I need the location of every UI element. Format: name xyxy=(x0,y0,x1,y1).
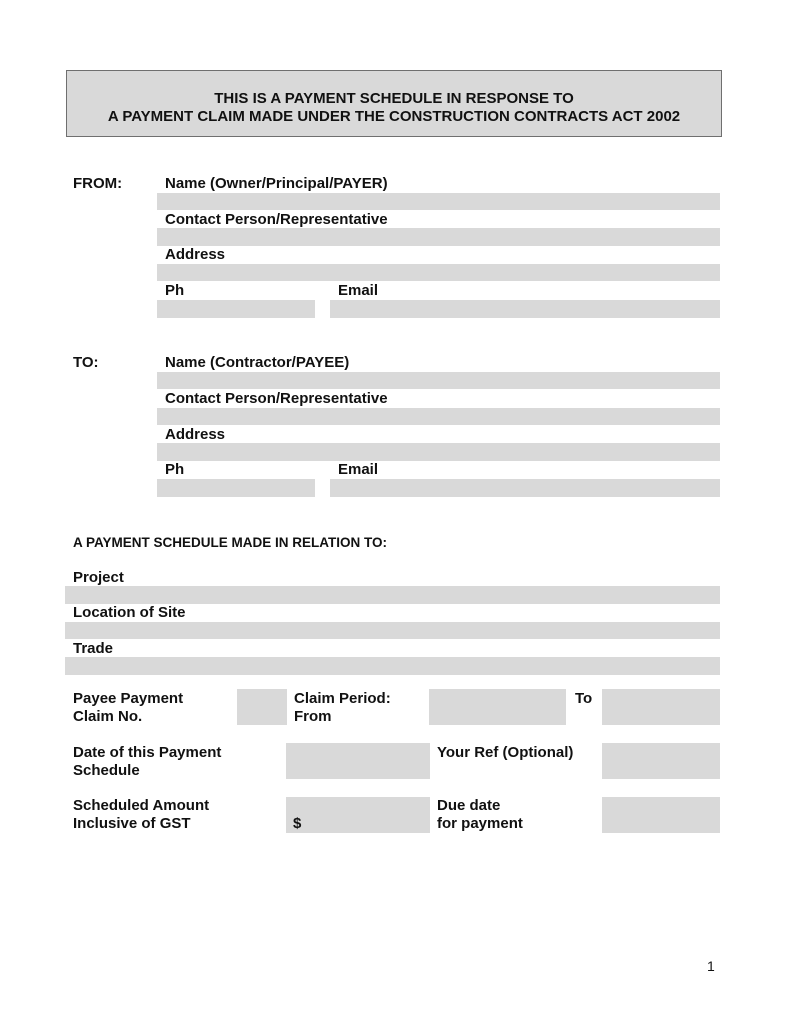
claim-no-label-1: Payee Payment xyxy=(73,690,184,707)
to-contact-label: Contact Person/Representative xyxy=(165,390,388,407)
claim-period-from-field[interactable] xyxy=(429,689,566,725)
project-label: Project xyxy=(73,569,124,586)
trade-label: Trade xyxy=(73,640,114,657)
project-field[interactable] xyxy=(65,586,720,604)
to-name-field[interactable] xyxy=(157,372,720,389)
to-ph-field[interactable] xyxy=(157,479,315,497)
from-name-label: Name (Owner/Principal/PAYER) xyxy=(165,175,388,192)
due-date-field[interactable] xyxy=(602,797,720,833)
page-number: 1 xyxy=(707,958,715,974)
location-label: Location of Site xyxy=(73,604,186,621)
claim-no-label-2: Claim No. xyxy=(73,708,143,725)
to-name-label: Name (Contractor/PAYEE) xyxy=(165,354,350,371)
due-date-label-1: Due date xyxy=(437,797,501,814)
amount-label-1: Scheduled Amount xyxy=(73,797,210,814)
claim-no-field[interactable] xyxy=(237,689,287,725)
claim-period-label-2: From xyxy=(294,708,332,725)
from-email-field[interactable] xyxy=(330,300,720,318)
to-contact-field[interactable] xyxy=(157,408,720,425)
date-label-2: Schedule xyxy=(73,762,140,779)
to-ph-label: Ph xyxy=(165,461,185,478)
from-contact-field[interactable] xyxy=(157,228,720,246)
from-email-label: Email xyxy=(338,282,379,299)
title-line-2: A PAYMENT CLAIM MADE UNDER THE CONSTRUCTION CONTRACTS ACT 2002 xyxy=(107,108,681,125)
relation-heading: A PAYMENT SCHEDULE MADE IN RELATION TO: xyxy=(73,535,388,550)
document-title-box xyxy=(66,70,722,137)
location-field[interactable] xyxy=(65,622,720,639)
from-address-field[interactable] xyxy=(157,264,720,281)
your-ref-field[interactable] xyxy=(602,743,720,779)
due-date-label-2: for payment xyxy=(437,815,523,832)
claim-period-to-label: To xyxy=(575,690,593,707)
to-section-label: TO: xyxy=(73,354,99,371)
from-contact-label: Contact Person/Representative xyxy=(165,211,388,228)
schedule-date-field[interactable] xyxy=(286,743,430,779)
from-ph-field[interactable] xyxy=(157,300,315,318)
scheduled-amount-field[interactable] xyxy=(286,797,430,833)
to-email-field[interactable] xyxy=(330,479,720,497)
claim-period-to-field[interactable] xyxy=(602,689,720,725)
date-label-1: Date of this Payment xyxy=(73,744,222,761)
to-address-field[interactable] xyxy=(157,443,720,461)
title-line-1: THIS IS A PAYMENT SCHEDULE IN RESPONSE TO xyxy=(214,90,574,107)
from-section-label: FROM: xyxy=(73,175,123,192)
from-ph-label: Ph xyxy=(165,282,185,299)
your-ref-label: Your Ref (Optional) xyxy=(437,744,574,761)
from-name-field[interactable] xyxy=(157,193,720,210)
claim-period-label-1: Claim Period: xyxy=(294,690,391,707)
from-address-label: Address xyxy=(165,246,226,263)
to-address-label: Address xyxy=(165,426,226,443)
trade-field[interactable] xyxy=(65,657,720,675)
currency-symbol: $ xyxy=(293,815,302,832)
to-email-label: Email xyxy=(338,461,379,478)
amount-label-2: Inclusive of GST xyxy=(73,815,191,832)
